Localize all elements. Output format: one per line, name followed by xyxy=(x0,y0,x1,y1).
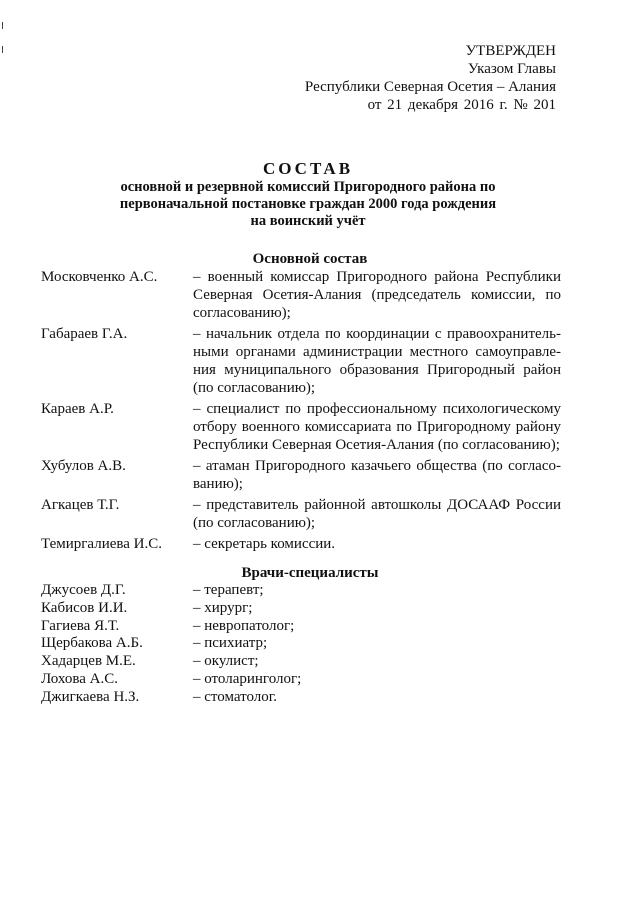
title-line-2: первоначальной постановке граждан 2000 года рождения xyxy=(119,196,497,212)
doctor-specialty: – хирург; xyxy=(193,599,253,616)
doctor-specialty: – окулист; xyxy=(193,653,259,670)
main-section-heading: Основной состав xyxy=(252,251,368,267)
doctor-row xyxy=(41,653,561,671)
doctor-specialty: – отоларинголог; xyxy=(193,670,302,687)
member-row xyxy=(41,496,561,532)
main-members-list xyxy=(41,268,561,556)
doctor-specialty: – психиатр; xyxy=(193,635,268,652)
document-title xyxy=(90,160,526,230)
title-main: СОСТАВ xyxy=(262,159,354,178)
doctor-name: Джусоев Д.Г. xyxy=(41,582,126,598)
doctor-specialty: – невропатолог; xyxy=(193,617,295,634)
doctor-row xyxy=(41,618,561,636)
member-name: Агкацев Т.Г. xyxy=(41,497,120,513)
member-row xyxy=(41,400,561,454)
doctor-name: Щербакова А.Б. xyxy=(41,635,143,652)
doctor-name: Гагиева Я.Т. xyxy=(41,617,120,634)
member-role: – атаман Пригородного казачьего общества (по согласованию); xyxy=(193,458,561,492)
title-line-3: на воинский учёт xyxy=(250,213,366,229)
doctor-row xyxy=(41,582,561,600)
doctor-row xyxy=(41,600,561,618)
approval-stamp-block xyxy=(305,42,556,114)
title-line-1: основной и резервной комиссий Пригородного района по xyxy=(120,179,496,195)
doctor-name: Лохова А.С. xyxy=(41,670,118,687)
approval-title: УТВЕРЖДЕН xyxy=(465,43,556,59)
approval-date: от 21 декабря 2016 г. № 201 xyxy=(367,97,556,113)
member-role: – начальник отдела по координации с правоохранительными органами администрации местного самоуправления муниципального образования Пригородный район (по согласованию); xyxy=(193,326,561,396)
member-name: Темиргалиева И.С. xyxy=(41,536,163,552)
member-row xyxy=(41,325,561,397)
member-row xyxy=(41,535,561,553)
doctor-name: Хадарцев М.Е. xyxy=(41,653,136,670)
approval-issuer: Указом Главы xyxy=(467,61,556,77)
doctor-specialty: – терапевт; xyxy=(193,582,264,598)
doctor-name: Кабисов И.И. xyxy=(41,599,128,616)
doctor-row xyxy=(41,671,561,689)
member-name: Хубулов А.В. xyxy=(41,458,126,474)
doctor-row xyxy=(41,689,561,707)
member-role: – военный комиссар Пригородного района Республики Северная Осетия-Алания (председатель комиссии, по согласованию); xyxy=(193,269,561,321)
member-role: – представитель районной автошколы ДОСААФ России (по согласованию); xyxy=(193,497,561,531)
member-row xyxy=(41,268,561,322)
approval-republic: Республики Северная Осетия – Алания xyxy=(304,79,556,95)
doctors-list xyxy=(41,582,561,707)
doctor-specialty: – стоматолог. xyxy=(193,688,277,705)
scan-mark xyxy=(2,22,3,29)
doctors-section-heading: Врачи-специалисты xyxy=(241,565,379,581)
member-row xyxy=(41,457,561,493)
member-name: Габараев Г.А. xyxy=(41,326,128,342)
member-role: – специалист по профессиональному психологическому отбору военного комиссариата по Пригородному району Республики Северная Осетия-Алания (по согласованию); xyxy=(193,401,561,453)
scan-mark xyxy=(2,46,3,53)
doctor-row xyxy=(41,635,561,653)
member-name: Московченко А.С. xyxy=(41,269,158,285)
member-name: Караев А.Р. xyxy=(41,401,114,417)
member-role: – секретарь комиссии. xyxy=(193,536,336,552)
doctor-name: Джигкаева Н.З. xyxy=(41,688,140,705)
